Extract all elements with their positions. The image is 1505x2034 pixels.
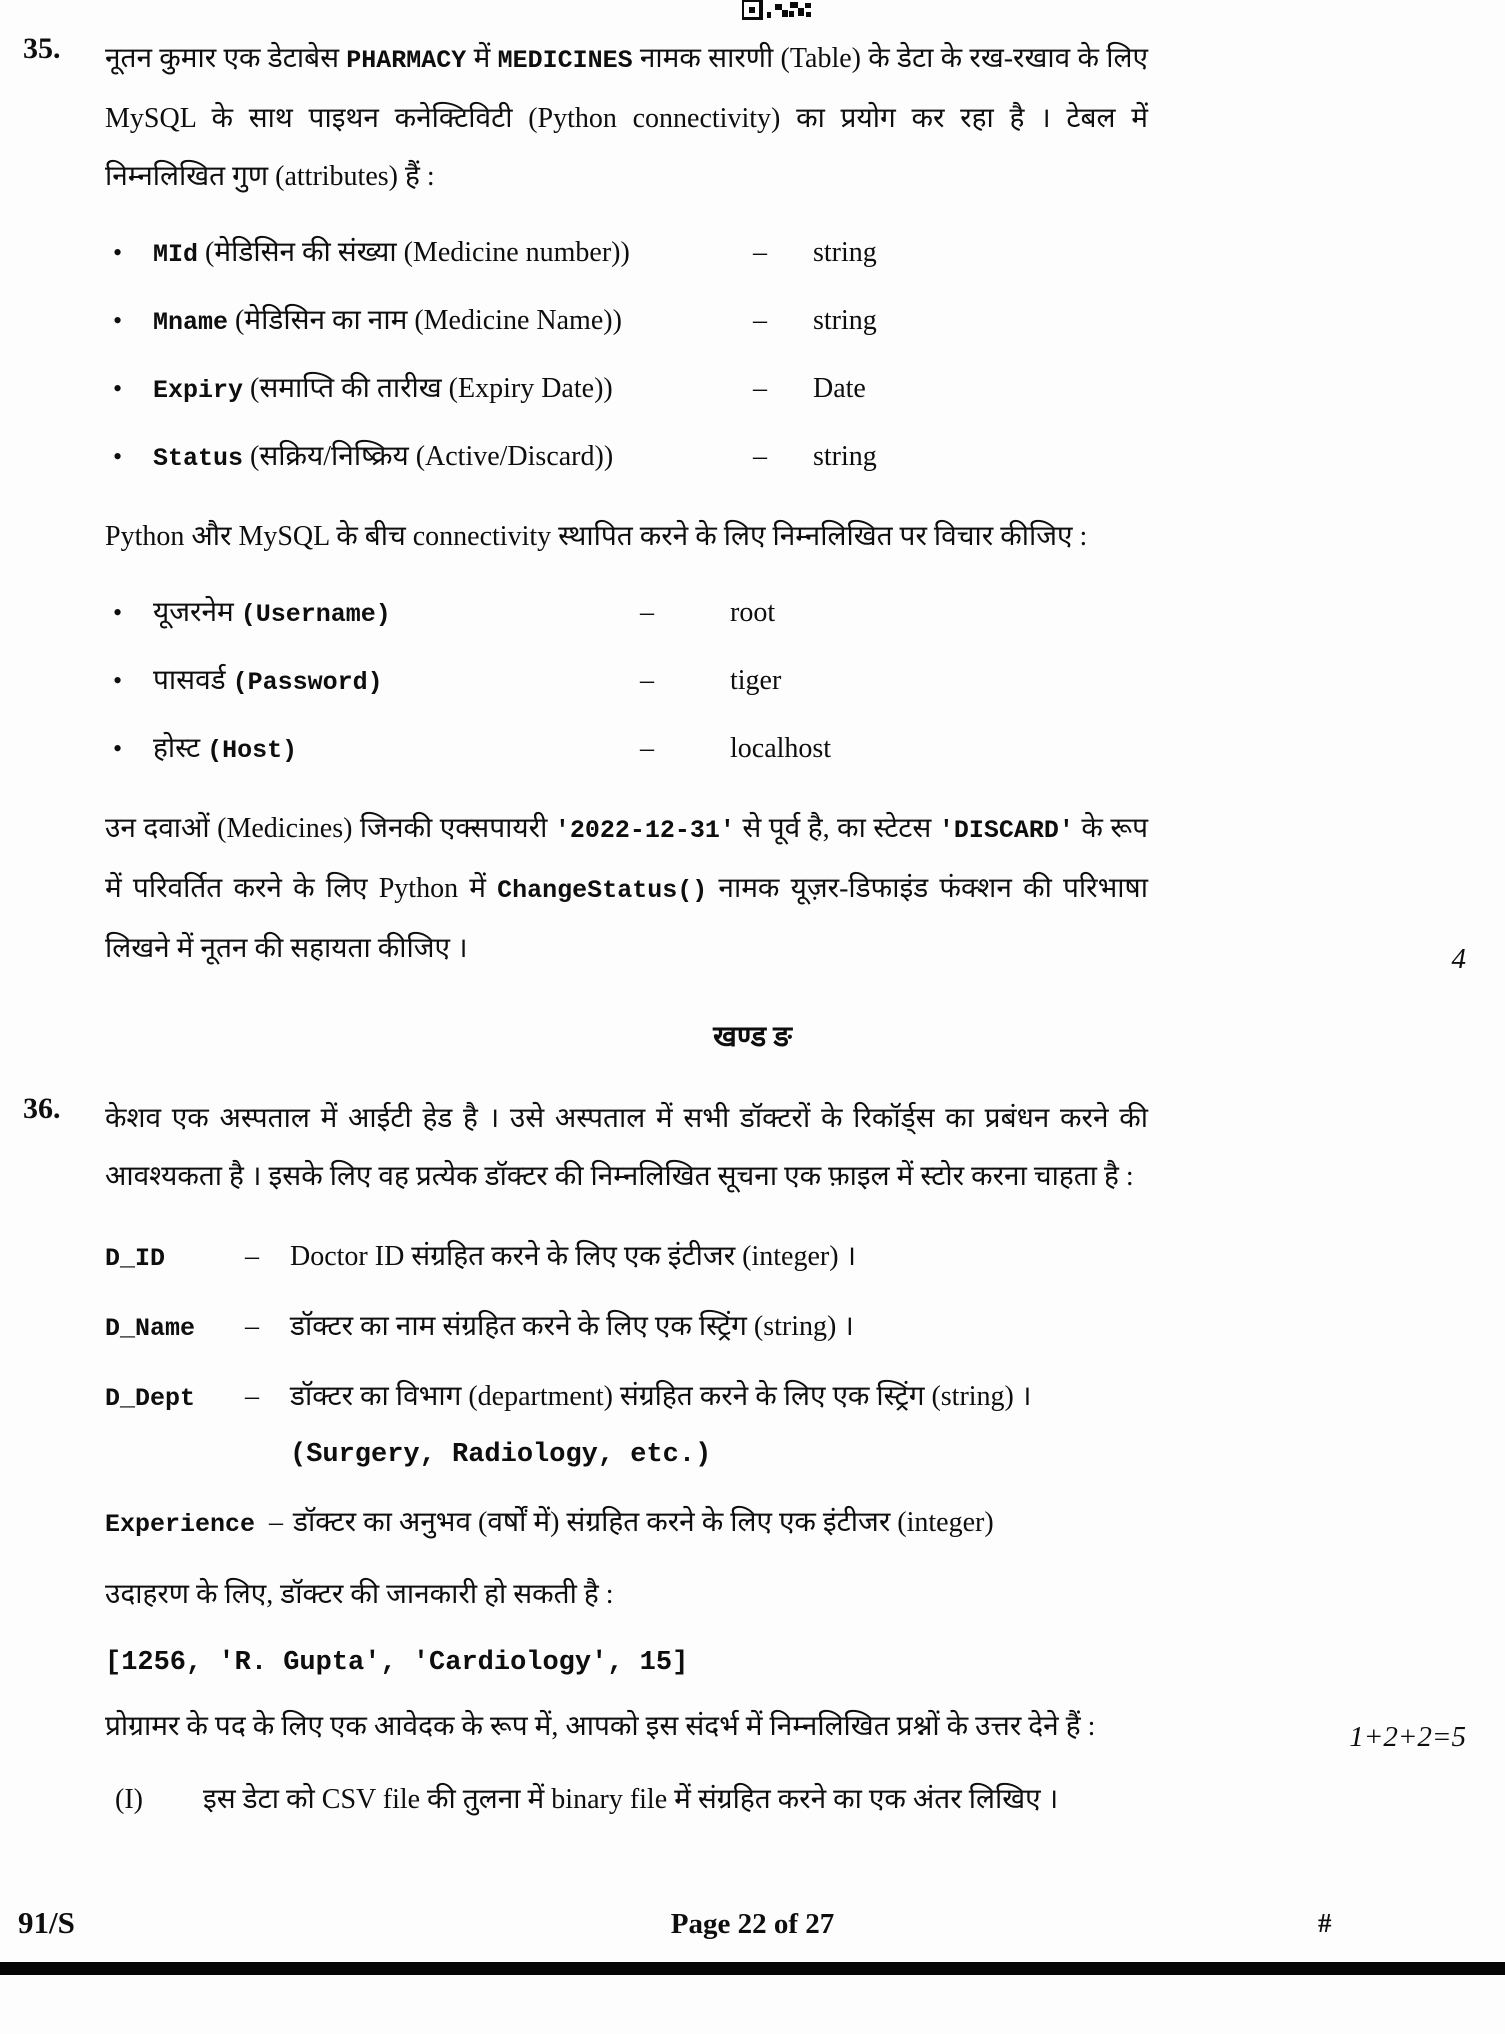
attribute-row (105, 434, 1148, 482)
database-name: PHARMACY (346, 46, 467, 75)
attribute-term: Expiry (153, 376, 244, 405)
bullet-icon: • (113, 598, 123, 627)
field-name: D_ID (105, 1244, 166, 1273)
connectivity-value: localhost (730, 733, 832, 764)
field-desc-examples: (Surgery, Radiology, etc.) (290, 1440, 712, 1470)
dash-separator: – (245, 1381, 259, 1412)
attribute-list (105, 230, 1148, 482)
dash-separator: – (753, 305, 767, 336)
status-literal: 'DISCARD' (938, 816, 1074, 845)
example-record-code: [1256, 'R. Gupta', 'Cardiology', 15] (105, 1648, 689, 1678)
qr-code-fragment-icon (742, 0, 820, 20)
connectivity-value: root (730, 597, 776, 628)
question-35-number: 35. (23, 32, 61, 65)
attribute-term: MId (153, 240, 199, 269)
connectivity-label (153, 590, 640, 638)
connectivity-label-english: (Username) (240, 600, 391, 629)
attribute-desc: (मेडिसिन का नाम (Medicine Name)) (235, 305, 622, 336)
connectivity-label-hindi: होस्ट (153, 733, 208, 764)
q35-intro-text: में (466, 43, 498, 74)
attribute-type: string (813, 237, 877, 268)
question-36-number: 36. (23, 1092, 61, 1125)
question-36-intro: केशव एक अस्पताल में आईटी हेड है । उसे अस्पताल में सभी डॉक्टरों के रिकॉर्ड्स का प्रबंधन करने की आवश्यकता है । इसके लिए वह प्रत्येक डॉक्टर की निम्नलिखित सूचना एक फ़ाइल में स्टोर करना चाहता है : (105, 1103, 1148, 1192)
question-36 (23, 1090, 1466, 1828)
table-name: MEDICINES (497, 46, 633, 75)
field-list (105, 1232, 1148, 1550)
question-35 (23, 30, 1466, 978)
attribute-row (105, 230, 1148, 278)
question-36-closing (105, 1698, 1466, 1756)
dash-separator: – (269, 1507, 284, 1538)
attribute-type: Date (813, 373, 866, 404)
question-35-task-text (105, 800, 1148, 978)
field-row (105, 1372, 1148, 1424)
q35-intro-text: नामक सारणी (Table) के डेटा के रख-रखाव के लिए MySQL के साथ पाइथन कनेक्टिविटी (Python connectivity) का प्रयोग कर रहा है । टेबल में निम्नलिखित गुण (attributes) हैं : (105, 43, 1148, 192)
footer-divider-bar (0, 1962, 1505, 1975)
connectivity-row (105, 726, 1148, 774)
connectivity-label-hindi: पासवर्ड (153, 665, 233, 696)
connectivity-label (153, 658, 640, 706)
question-36-closing-text: प्रोग्रामर के पद के लिए एक आवेदक के रूप में, आपको इस संदर्भ में निम्नलिखित प्रश्नों के उत्तर देने हैं : (105, 1711, 1096, 1742)
attribute-type: string (813, 441, 877, 472)
connectivity-label-english: (Host) (207, 736, 298, 765)
task-text: नामक यूज़र-डिफाइंड फंक्शन की परिभाषा लिखने में नूतन की सहायता कीजिए । (105, 873, 1148, 964)
field-row (105, 1498, 1148, 1550)
field-row (105, 1302, 1148, 1354)
connectivity-list (105, 590, 1148, 774)
attribute-desc: (सक्रिय/निष्क्रिय (Active/Discard)) (250, 441, 614, 472)
field-desc: डॉक्टर का नाम संग्रहित करने के लिए एक स्ट्रिंग (string) । (290, 1311, 854, 1342)
dash-separator: – (753, 441, 767, 472)
connectivity-value: tiger (730, 665, 782, 696)
paper-code: 91/S (18, 1905, 75, 1940)
example-label: उदाहरण के लिए, डॉक्टर की जानकारी हो सकती है : (105, 1579, 614, 1610)
attribute-label (153, 434, 753, 482)
task-text: से पूर्व है, का स्टेटस (734, 813, 939, 844)
section-heading: खण्ड ङ (713, 1021, 792, 1053)
attribute-term: Mname (153, 308, 229, 337)
connectivity-intro: Python और MySQL के बीच connectivity स्थापित करने के लिए निम्नलिखित पर विचार कीजिए : (105, 521, 1088, 552)
attribute-row (105, 298, 1148, 346)
sub-question-1 (105, 1772, 1148, 1828)
field-name: Experience (105, 1510, 256, 1539)
task-text: उन दवाओं (Medicines) जिनकी एक्सपायरी (105, 813, 555, 844)
connectivity-label (153, 726, 640, 774)
attribute-desc: (समाप्ति की तारीख (Expiry Date)) (250, 373, 613, 404)
q35-intro-text: नूतन कुमार एक डेटाबेस (105, 43, 347, 74)
field-desc: डॉक्टर का विभाग (department) संग्रहित करने के लिए एक स्ट्रिंग (string) । (290, 1381, 1032, 1412)
dash-separator: – (640, 665, 654, 696)
field-name: D_Dept (105, 1384, 196, 1413)
expiry-date-literal: '2022-12-31' (554, 816, 735, 845)
dash-separator: – (640, 733, 654, 764)
attribute-term: Status (153, 444, 244, 473)
dash-separator: – (245, 1241, 259, 1272)
question-35-intro (105, 30, 1148, 206)
dash-separator: – (245, 1311, 259, 1342)
page-number: Page 22 of 27 (670, 1908, 835, 1940)
question-35-marks: 4 (1451, 943, 1466, 975)
field-desc: Doctor ID संग्रहित करने के लिए एक इंटीजर (integer) । (290, 1241, 857, 1272)
footer-hash: # (1318, 1908, 1332, 1938)
attribute-row (105, 366, 1148, 414)
attribute-desc: (मेडिसिन की संख्या (Medicine number)) (205, 237, 630, 268)
field-row (105, 1232, 1148, 1284)
task-text: के रूप में परिवर्तित करने के लिए Python में (105, 813, 1148, 904)
question-35-task (105, 800, 1466, 978)
connectivity-label-hindi: यूजरनेम (153, 597, 241, 628)
attribute-label (153, 366, 753, 414)
bullet-icon: • (113, 374, 123, 403)
attribute-label (153, 298, 753, 346)
dash-separator: – (640, 597, 654, 628)
question-36-marks: 1+2+2=5 (1349, 1721, 1466, 1753)
attribute-label (153, 230, 753, 278)
dash-separator: – (753, 373, 767, 404)
connectivity-label-english: (Password) (232, 668, 383, 697)
field-desc: डॉक्टर का अनुभव (वर्षों में) संग्रहित करने के लिए एक इंटीजर (integer) (293, 1507, 994, 1538)
connectivity-row (105, 658, 1148, 706)
field-name: D_Name (105, 1314, 196, 1343)
bullet-icon: • (113, 666, 123, 695)
sub-question-text: इस डेटा को CSV file की तुलना में binary file में संग्रहित करने का एक अंतर लिखिए । (203, 1784, 1059, 1815)
bullet-icon: • (113, 238, 123, 267)
attribute-type: string (813, 305, 877, 336)
bullet-icon: • (113, 442, 123, 471)
bullet-icon: • (113, 306, 123, 335)
bullet-icon: • (113, 734, 123, 763)
connectivity-row (105, 590, 1148, 638)
function-name: ChangeStatus() (497, 876, 708, 905)
dash-separator: – (753, 237, 767, 268)
sub-question-label: (I) (115, 1784, 143, 1815)
